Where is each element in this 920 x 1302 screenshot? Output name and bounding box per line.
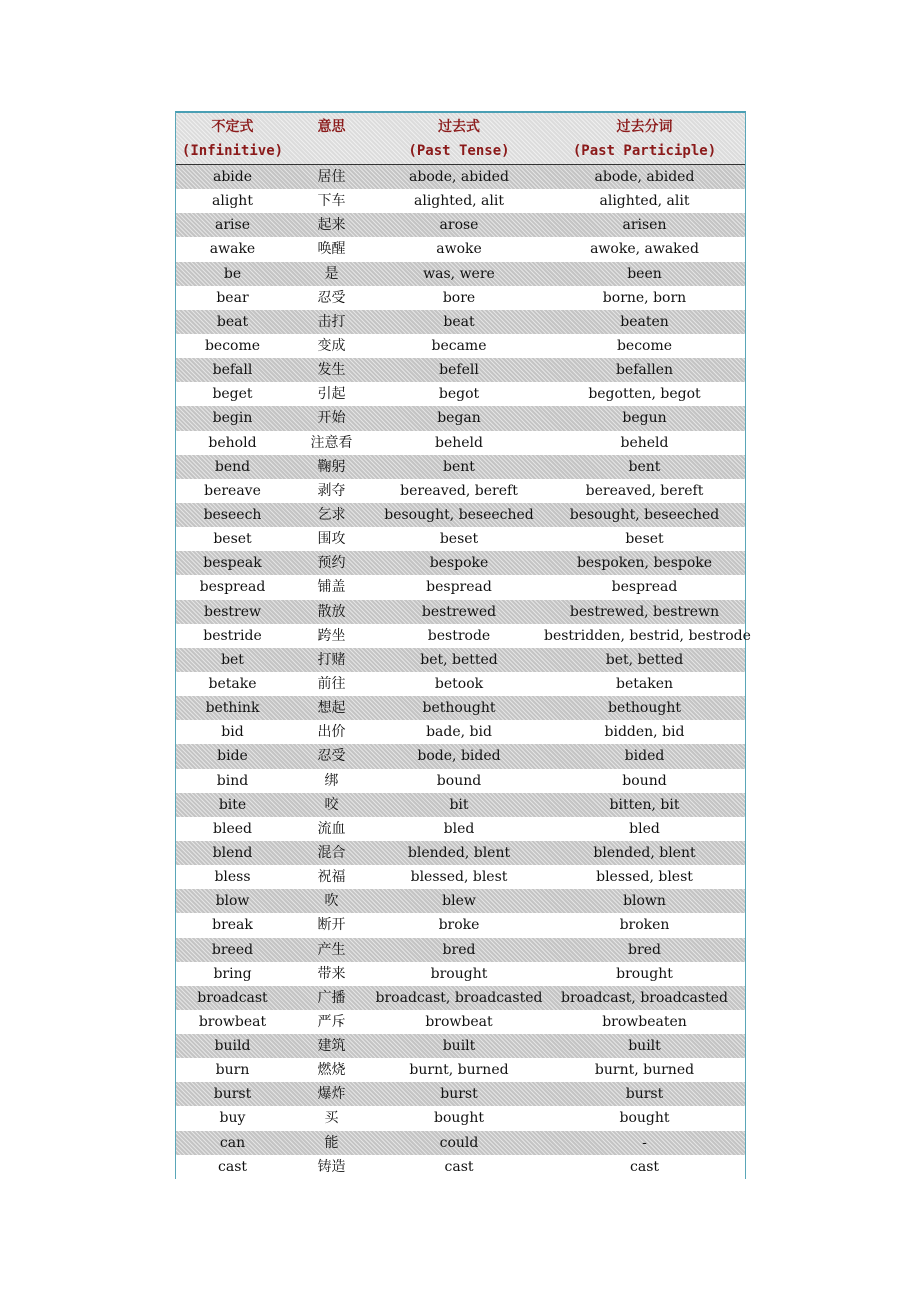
cell-meaning: 开始 <box>317 410 346 427</box>
cell-past-tense: beset <box>439 531 479 548</box>
cell-meaning: 引起 <box>317 386 346 403</box>
table-row <box>176 406 745 430</box>
cell-past-participle: bled <box>629 820 660 837</box>
table-row <box>176 889 745 913</box>
table-body <box>176 165 751 1179</box>
cell-past-participle: brought <box>616 965 673 982</box>
cell-meaning: 产生 <box>317 941 346 958</box>
table-row <box>176 1058 745 1082</box>
table-row <box>176 479 745 503</box>
cell-infinitive: browbeat <box>198 1013 267 1030</box>
cell-past-tense: broadcast, broadcasted <box>375 989 543 1006</box>
table-row <box>176 624 751 648</box>
cell-past-participle: befallen <box>615 362 674 379</box>
cell-meaning: 忍受 <box>317 748 346 765</box>
cell-infinitive: buy <box>219 1110 246 1127</box>
cell-past-tense: bode, bided <box>417 748 501 765</box>
table-row <box>176 286 745 310</box>
cell-past-participle: blessed, blest <box>596 869 693 886</box>
cell-infinitive: become <box>204 337 261 354</box>
cell-past-participle: bent <box>628 458 661 475</box>
cell-infinitive: blow <box>215 893 250 910</box>
cell-past-tense: burnt, burned <box>409 1062 509 1079</box>
cell-past-tense: brought <box>430 965 488 982</box>
table-row <box>176 600 745 624</box>
cell-infinitive: arise <box>215 217 250 234</box>
cell-past-participle: bespread <box>611 579 678 596</box>
cell-past-participle: alighted, alit <box>599 193 690 210</box>
cell-meaning: 起来 <box>317 217 346 234</box>
cell-past-tense: blended, blent <box>407 844 511 861</box>
cell-meaning: 忍受 <box>317 289 346 306</box>
cell-past-participle: built <box>628 1038 661 1055</box>
table-header <box>176 113 745 165</box>
cell-meaning: 出价 <box>317 724 346 741</box>
cell-past-tense: bet, betted <box>420 651 498 668</box>
cell-past-tense: befell <box>439 362 479 379</box>
table-row <box>176 575 745 599</box>
cell-past-participle: - <box>642 1134 647 1151</box>
cell-past-participle: beaten <box>620 313 669 330</box>
cell-meaning: 预约 <box>317 555 346 572</box>
cell-meaning: 注意看 <box>310 434 353 451</box>
table-row <box>176 744 745 768</box>
cell-meaning: 围攻 <box>317 531 346 548</box>
cell-past-participle: bereaved, bereft <box>585 482 704 499</box>
cell-past-participle: bestrewed, bestrewn <box>569 603 720 620</box>
cell-past-participle: besought, beseeched <box>569 506 720 523</box>
cell-infinitive: burn <box>215 1062 250 1079</box>
cell-past-tense: bethought <box>422 700 496 717</box>
cell-infinitive: burst <box>213 1086 252 1103</box>
cell-infinitive: blend <box>212 844 253 861</box>
cell-infinitive: bide <box>217 748 248 765</box>
cell-infinitive: bleed <box>213 820 252 837</box>
header-past-tense: 过去式 (Past Tense) <box>408 119 510 159</box>
cell-infinitive: bestride <box>203 627 262 644</box>
cell-past-tense: bled <box>443 820 475 837</box>
cell-meaning: 乞求 <box>317 506 346 523</box>
table-row <box>176 551 745 575</box>
table-row <box>176 382 745 406</box>
cell-past-tense: was, were <box>423 265 495 282</box>
table-row <box>176 986 745 1010</box>
cell-infinitive: bear <box>216 289 249 306</box>
cell-past-participle: blown <box>623 893 666 910</box>
cell-past-tense: broke <box>438 917 480 934</box>
cell-infinitive: bethink <box>205 700 260 717</box>
cell-past-tense: bred <box>442 941 476 958</box>
cell-past-tense: bespread <box>426 579 492 596</box>
cell-meaning: 是 <box>324 265 339 282</box>
cell-past-participle: been <box>627 265 662 282</box>
cell-meaning: 下车 <box>317 193 346 210</box>
cell-meaning: 鞠躬 <box>317 458 346 475</box>
cell-meaning: 跨坐 <box>317 627 346 644</box>
cell-past-tense: bestrewed <box>421 603 497 620</box>
cell-infinitive: build <box>214 1038 251 1055</box>
table-row <box>176 769 745 793</box>
cell-past-tense: bought <box>433 1110 484 1127</box>
cell-infinitive: broadcast <box>197 989 268 1006</box>
cell-meaning: 严斥 <box>317 1013 346 1030</box>
table-row <box>176 913 745 937</box>
table-row <box>176 1106 745 1130</box>
cell-meaning: 能 <box>324 1134 339 1151</box>
cell-past-participle: blended, blent <box>593 844 696 861</box>
cell-meaning: 绑 <box>324 772 339 789</box>
cell-infinitive: awake <box>209 241 256 258</box>
cell-past-participle: beheld <box>620 434 669 451</box>
cell-past-participle: bound <box>622 772 667 789</box>
table-row <box>176 455 745 479</box>
cell-past-participle: broadcast, broadcasted <box>561 989 728 1006</box>
cell-past-tense: could <box>439 1134 479 1151</box>
table-row <box>176 648 745 672</box>
cell-meaning: 广播 <box>317 989 346 1006</box>
cell-meaning: 吹 <box>324 893 339 910</box>
header-past-participle: 过去分词 (Past Participle) <box>572 119 717 159</box>
cell-meaning: 带来 <box>317 965 346 982</box>
cell-past-tense: bespoke <box>429 555 489 572</box>
cell-meaning: 打赌 <box>317 651 346 668</box>
cell-meaning: 铸造 <box>317 1158 346 1175</box>
table-row <box>176 696 745 720</box>
cell-past-tense: bestrode <box>427 627 491 644</box>
table-row <box>176 334 745 358</box>
cell-past-tense: bound <box>436 772 482 789</box>
cell-past-participle: broken <box>619 917 670 934</box>
cell-past-tense: bit <box>449 796 469 813</box>
cell-past-participle: bethought <box>608 700 681 717</box>
cell-infinitive: begin <box>212 410 253 427</box>
table-row <box>176 938 745 962</box>
cell-past-participle: bestridden, bestrid, bestrode <box>544 627 751 644</box>
cell-infinitive: beat <box>216 313 249 330</box>
cell-meaning: 散放 <box>317 603 346 620</box>
cell-past-tense: bent <box>443 458 475 475</box>
cell-past-participle: begotten, begot <box>588 386 701 403</box>
cell-past-participle: bred <box>628 941 661 958</box>
cell-infinitive: bereave <box>204 482 261 499</box>
cell-past-tense: became <box>431 337 487 354</box>
cell-past-participle: burst <box>625 1086 664 1103</box>
cell-infinitive: bend <box>214 458 251 475</box>
cell-past-participle: become <box>616 337 673 354</box>
cell-infinitive: beset <box>213 531 252 548</box>
cell-past-participle: abode, abided <box>594 169 695 185</box>
cell-past-tense: bereaved, bereft <box>400 482 518 499</box>
cell-meaning: 流血 <box>317 820 346 837</box>
cell-infinitive: betake <box>208 675 257 692</box>
table-row <box>176 1034 745 1058</box>
cell-infinitive: beseech <box>203 506 262 523</box>
cell-past-tense: began <box>437 410 481 427</box>
cell-infinitive: bespeak <box>203 555 262 572</box>
table-row <box>176 262 745 286</box>
cell-past-participle: beset <box>625 531 664 548</box>
cell-infinitive: bid <box>221 724 244 741</box>
cell-past-tense: built <box>442 1038 476 1055</box>
cell-meaning: 混合 <box>317 844 346 861</box>
table-row <box>176 1155 745 1179</box>
cell-meaning: 前往 <box>317 675 346 692</box>
cell-infinitive: bring <box>213 965 252 982</box>
table-row <box>176 358 745 382</box>
table-row <box>176 672 745 696</box>
cell-meaning: 居住 <box>317 169 346 185</box>
cell-meaning: 燃烧 <box>317 1062 346 1079</box>
cell-infinitive: behold <box>208 434 257 451</box>
verb-table <box>175 111 751 1179</box>
cell-past-tense: begot <box>438 386 480 403</box>
table-row <box>176 165 745 189</box>
cell-infinitive: beget <box>212 386 253 403</box>
table-row <box>176 720 745 744</box>
cell-past-participle: arisen <box>622 217 667 234</box>
cell-past-tense: burst <box>440 1086 478 1103</box>
cell-past-participle: bet, betted <box>605 651 684 668</box>
table-row <box>176 527 745 551</box>
cell-infinitive: cast <box>218 1158 247 1175</box>
cell-past-participle: browbeaten <box>602 1013 687 1030</box>
cell-meaning: 击打 <box>317 313 346 330</box>
table-row <box>176 962 745 986</box>
cell-past-tense: awoke <box>436 241 482 258</box>
cell-meaning: 想起 <box>317 700 346 717</box>
cell-past-participle: cast <box>630 1158 659 1175</box>
table-row <box>176 1131 745 1155</box>
cell-past-tense: cast <box>444 1158 474 1175</box>
cell-past-participle: bitten, bit <box>609 796 680 813</box>
cell-infinitive: breed <box>211 941 254 958</box>
cell-infinitive: bet <box>221 651 244 668</box>
cell-meaning: 铺盖 <box>317 579 346 596</box>
cell-meaning: 断开 <box>317 917 346 934</box>
cell-past-tense: besought, beseeched <box>384 506 534 523</box>
cell-infinitive: can <box>219 1134 246 1151</box>
cell-infinitive: bind <box>216 772 249 789</box>
table-row <box>176 817 745 841</box>
cell-meaning: 咬 <box>324 796 339 813</box>
cell-meaning: 买 <box>324 1110 339 1127</box>
table-row <box>176 189 745 213</box>
cell-meaning: 发生 <box>317 362 346 379</box>
table-row <box>176 1082 745 1106</box>
cell-past-tense: arose <box>439 217 479 234</box>
cell-infinitive: alight <box>212 193 253 210</box>
cell-past-participle: betaken <box>615 675 673 692</box>
cell-infinitive: befall <box>212 362 253 379</box>
cell-past-tense: blessed, blest <box>410 869 508 886</box>
cell-past-tense: bore <box>442 289 476 306</box>
cell-meaning: 祝福 <box>317 869 346 886</box>
cell-infinitive: bestrew <box>203 603 262 620</box>
table-row <box>176 793 745 817</box>
table-row <box>176 865 745 889</box>
cell-past-tense: abode, abided <box>409 169 509 185</box>
cell-past-tense: blew <box>442 893 476 910</box>
header-infinitive: 不定式 (Infinitive) <box>181 119 284 159</box>
cell-past-participle: bought <box>619 1110 670 1127</box>
table-row <box>176 310 745 334</box>
cell-infinitive: bespread <box>199 579 266 596</box>
cell-infinitive: be <box>223 265 242 282</box>
cell-infinitive: abide <box>212 169 253 185</box>
cell-infinitive: bless <box>214 869 251 886</box>
cell-past-tense: betook <box>434 675 484 692</box>
table-row <box>176 431 745 455</box>
cell-meaning: 建筑 <box>317 1038 346 1055</box>
cell-meaning: 剥夺 <box>317 482 346 499</box>
cell-past-tense: alighted, alit <box>414 193 504 210</box>
table-row <box>176 213 745 237</box>
header-meaning: 意思 <box>317 119 346 135</box>
table-row <box>176 237 745 261</box>
cell-past-tense: beat <box>443 313 475 330</box>
cell-meaning: 变成 <box>317 337 346 354</box>
cell-past-participle: begun <box>622 410 667 427</box>
cell-past-participle: bidden, bid <box>604 724 685 741</box>
cell-past-participle: awoke, awaked <box>590 241 699 258</box>
table-row <box>176 1010 745 1034</box>
table-row <box>176 503 745 527</box>
cell-past-tense: beheld <box>435 434 483 451</box>
cell-past-tense: bade, bid <box>426 724 492 741</box>
cell-past-participle: bided <box>624 748 665 765</box>
cell-past-tense: browbeat <box>425 1013 493 1030</box>
table-row <box>176 841 745 865</box>
cell-meaning: 唤醒 <box>317 241 346 258</box>
cell-past-participle: burnt, burned <box>594 1062 695 1079</box>
cell-infinitive: bite <box>218 796 247 813</box>
cell-past-participle: borne, born <box>602 289 687 306</box>
cell-infinitive: break <box>212 917 253 934</box>
cell-past-participle: bespoken, bespoke <box>576 555 713 572</box>
cell-meaning: 爆炸 <box>317 1086 346 1103</box>
